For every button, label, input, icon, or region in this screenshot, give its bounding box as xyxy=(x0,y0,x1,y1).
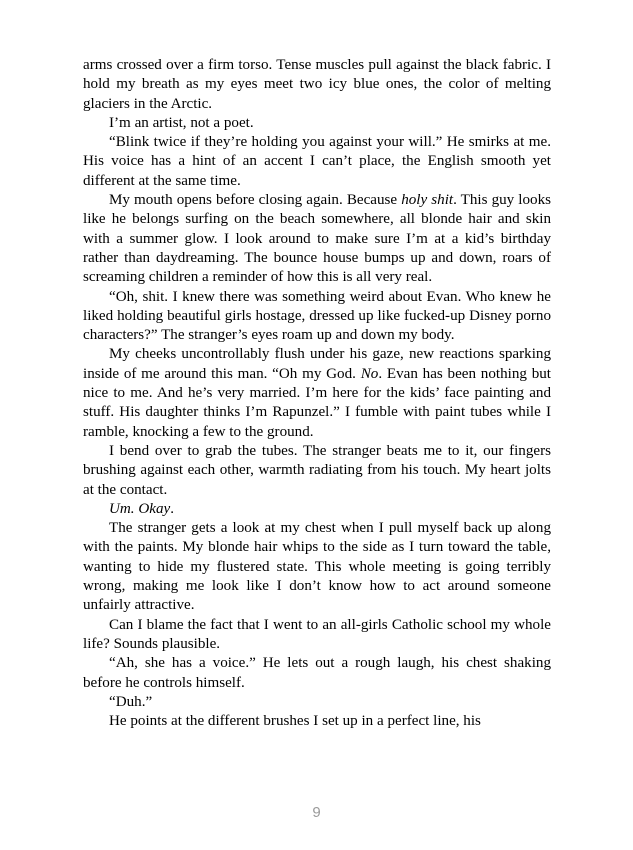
text-run: arms crossed over a firm torso. Tense muscles pull against the black fabric. I hold my breath as my eyes meet two icy blue ones, the color of melting glaciers in the Arctic. xyxy=(83,57,551,112)
paragraph xyxy=(83,56,551,114)
paragraph xyxy=(83,345,551,441)
text-run: “Ah, she has a voice.” He lets out a rough laugh, his chest shaking before he controls himself. xyxy=(83,655,551,691)
text-run: Can I blame the fact that I went to an all-girls Catholic school my whole life? Sounds plausible. xyxy=(83,616,551,652)
paragraph xyxy=(83,114,551,133)
italic-text: Um. Okay xyxy=(109,500,171,517)
text-run: . Evan has been nothing but nice to me. And he’s very married. I’m here for the kids’ face painting and stuff. His daughter thinks I’m Rapunzel.” I fumble with paint tubes while I ramble, knocking a few to the ground. xyxy=(83,365,551,440)
paragraph xyxy=(83,191,551,287)
text-run: I’m an artist, not a poet. xyxy=(109,114,254,131)
paragraph xyxy=(83,519,551,615)
paragraph xyxy=(83,654,551,693)
text-run: He points at the different brushes I set up in a perfect line, his xyxy=(109,713,481,730)
page-body xyxy=(83,56,551,731)
paragraph xyxy=(83,693,551,712)
paragraph xyxy=(83,500,551,519)
page-number: 9 xyxy=(312,804,321,821)
paragraph xyxy=(83,133,551,191)
text-run: “Blink twice if they’re holding you against your will.” He smirks at me. His voice has a hint of an accent I can’t place, the English smooth yet different at the same time. xyxy=(83,134,551,189)
paragraph xyxy=(83,616,551,655)
text-run: . This guy looks like he belongs surfing on the beach somewhere, all blonde hair and skin with a summer glow. I look around to make sure I’m at a kid’s birthday rather than daydreaming. The bounce house bumps up and down, roars of screaming children a reminder of how this is all very real. xyxy=(83,192,551,286)
paragraph xyxy=(83,712,551,731)
text-run: I bend over to grab the tubes. The stranger beats me to it, our fingers brushing against each other, warmth radiating from his touch. My heart jolts at the contact. xyxy=(83,442,551,498)
paragraph xyxy=(83,288,551,346)
italic-text: No xyxy=(360,365,379,382)
text-run: “Oh, shit. I knew there was something weird about Evan. Who knew he liked holding beautiful girls hostage, dressed up like fucked-up Disney porno characters?” The stranger’s eyes roam up and down my body. xyxy=(83,288,551,344)
paragraph xyxy=(83,442,551,500)
text-run: My mouth opens before closing again. Because xyxy=(109,192,402,209)
text-run: “Duh.” xyxy=(109,693,153,710)
text-run: The stranger gets a look at my chest when I pull myself back up along with the paints. My blonde hair whips to the side as I turn toward the table, wanting to hide my flustered state. This whole meeting is going terribly wrong, making me look like I don’t know how to act around someone unfairly attractive. xyxy=(83,520,551,614)
text-run: . xyxy=(170,500,174,517)
text-run: My cheeks uncontrollably flush under his gaze, new reactions sparking inside of me around this man. “Oh my God. xyxy=(83,346,551,382)
italic-text: holy shit xyxy=(401,192,454,209)
